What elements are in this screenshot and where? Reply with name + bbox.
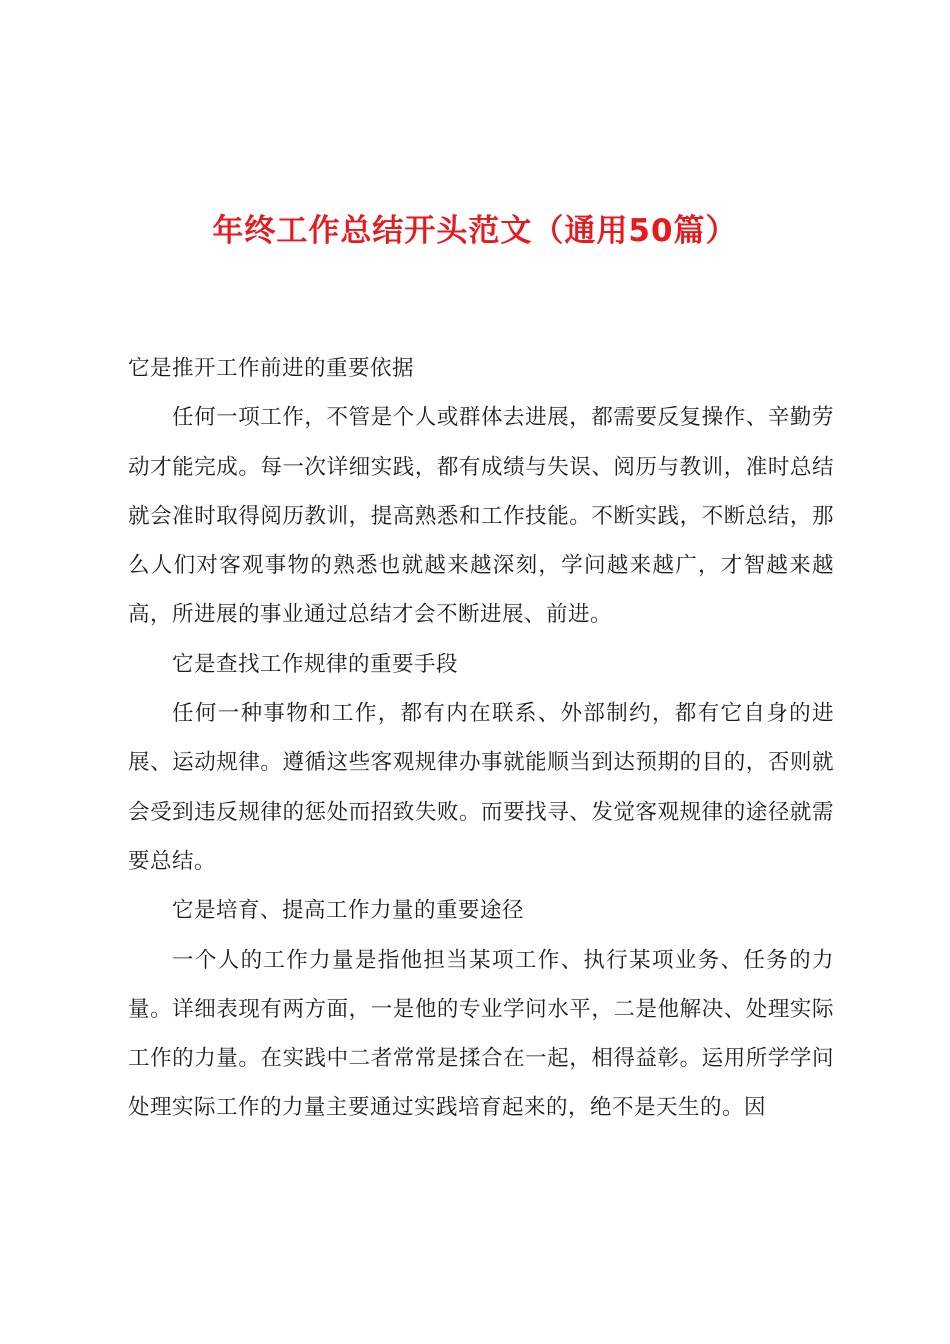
paragraph-heading-means: 它是查找工作规律的重要手段 (172, 651, 459, 677)
paragraph-heading-basis: 它是推开工作前进的重要依据 (128, 356, 415, 381)
paragraph-heading-path: 它是培育、提高工作力量的重要途径 (172, 898, 525, 924)
paragraph-body: 任何一项工作，不管是个人或群体去进展，都需要反复操作、辛勤劳动才能完成。每一次详细实践，都有成绩与失误、阅历与教训，准时总结就会准时取得阅历教训，提高熟悉和工作技能。不断实践，不断总结，那么人们对客观事物的熟悉也就越来越深刻，学问越来越广，才智越来越高，所进展的事业通过总结才会不断进展、前进。 (128, 405, 834, 628)
paragraph-body: 一个人的工作力量是指他担当某项工作、执行某项业务、任务的力量。详细表现有两方面，一是他的专业学问水平，二是他解决、处理实际工作的力量。在实践中二者常常是揉合在一起，相得益彰。运用所学学问处理实际工作的力量主要通过实践培育起来的，绝不是天生的。因 (128, 947, 834, 1121)
paragraph-body: 任何一种事物和工作，都有内在联系、外部制约，都有它自身的进展、运动规律。遵循这些客观规律办事就能顺当到达预期的目的，否则就会受到违反规律的惩处而招致失败。而要找寻、发觉客观规律的途径就需要总结。 (128, 701, 834, 874)
document-title: 年终工作总结开头范文（通用50篇） (212, 212, 738, 249)
document-body (128, 344, 834, 1133)
